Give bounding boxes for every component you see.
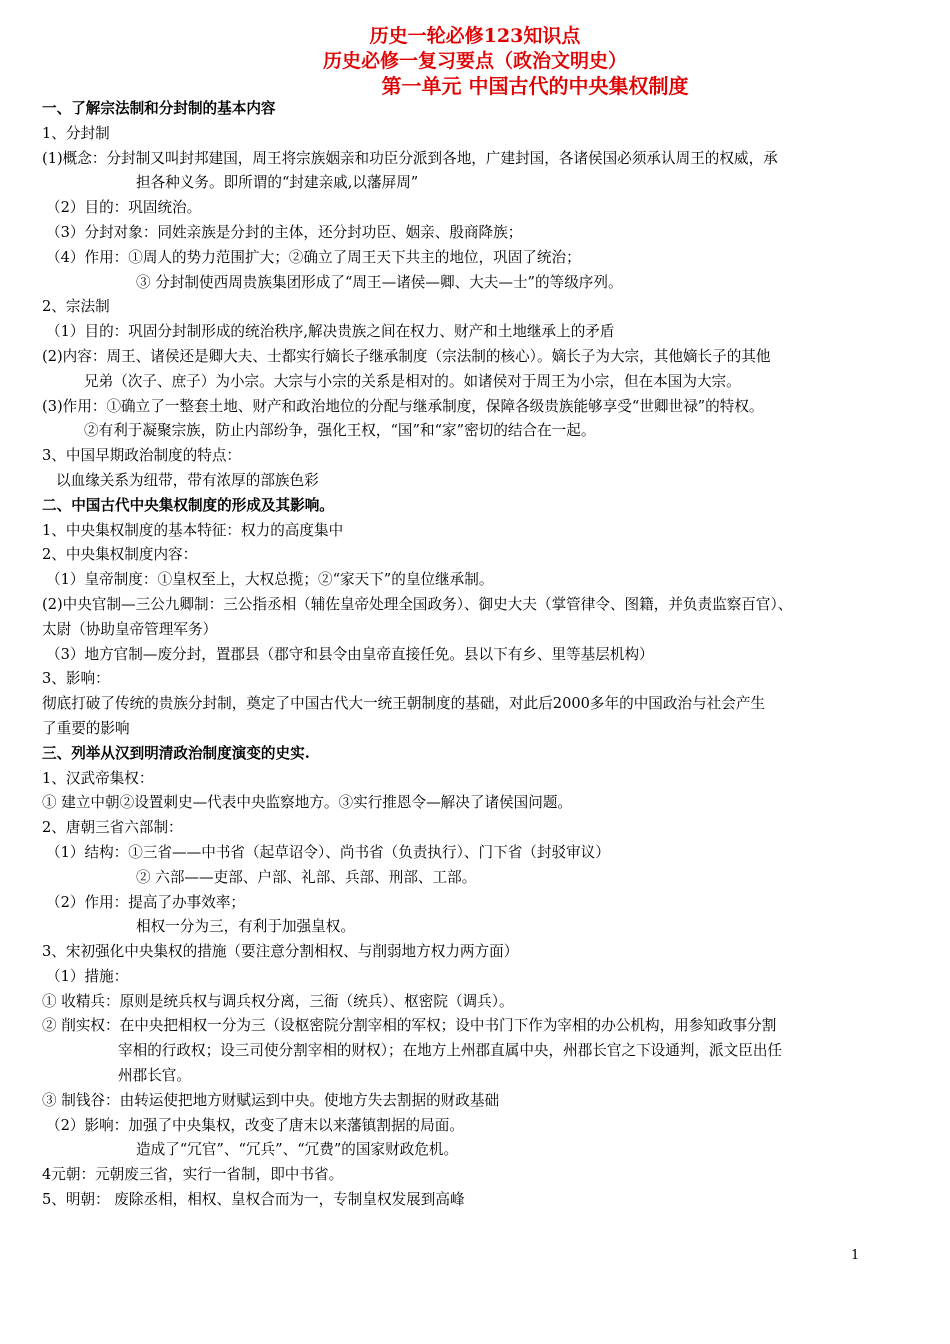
text-line: ③ 制钱谷：由转运使把地方财赋运到中央。使地方失去割据的财政基础 [42, 1091, 500, 1109]
unit-title: 第一单元 中国古代的中央集权制度 [381, 74, 689, 98]
text-line: （1）目的：巩固分封制形成的统治秩序,解决贵族之间在权力、财产和土地继承上的矛盾 [46, 323, 615, 341]
text-line: ② 六部——吏部、户部、礼部、兵部、刑部、工部。 [136, 868, 477, 886]
text-line: 2、中央集权制度内容： [42, 546, 198, 564]
text-line: 3、宋初强化中央集权的措施（要注意分割相权、与削弱地方权力两方面） [42, 943, 519, 961]
text-line: (2)内容：周王、诸侯还是卿大夫、士都实行嫡长子继承制度（宗法制的核心）。嫡长子为大宗，其他嫡长子的其他 [42, 347, 771, 365]
text-line: 担各种义务。即所谓的“封建亲戚,以藩屏周” [136, 174, 419, 192]
text-line: （1）结构：①三省——中书省（起草诏令）、尚书省（负责执行）、门下省（封驳审议） [46, 843, 610, 861]
text-line: （2）作用：提高了办事效率； [46, 893, 246, 911]
text-line: ③ 分封制使西周贵族集团形成了“周王—诸侯—卿、大夫—士”的等级序列。 [136, 273, 623, 291]
text-line: ②有利于凝聚宗族，防止内部纷争，强化王权，“国”和“家”密切的结合在一起。 [84, 422, 596, 440]
text-line: 州郡长官。 [118, 1067, 191, 1085]
section-heading: 三、列举从汉到明清政治制度演变的史实. [42, 744, 310, 762]
text-line: （2）目的：巩固统治。 [46, 199, 202, 217]
title-block [0, 24, 950, 99]
section-heading: 一、了解宗法制和分封制的基本内容 [42, 100, 276, 117]
text-line: 太尉（协助皇帝管理军务） [42, 620, 218, 638]
text-line: 2、宗法制 [42, 298, 110, 316]
document-body [42, 97, 912, 1213]
text-line: 相权一分为三，有利于加强皇权。 [136, 918, 355, 936]
text-line: 1、汉武帝集权： [42, 769, 154, 787]
text-line: 宰相的行政权；设三司使分割宰相的财权）；在地方上州郡直属中央，州郡长官之下设通判，派文臣出任 [118, 1042, 783, 1060]
text-line: （3）地方官制—废分封，置郡县（郡守和县令由皇帝直接任免。县以下有乡、里等基层机构） [46, 645, 654, 663]
text-line: ② 削实权：在中央把相权一分为三（设枢密院分割宰相的军权；设中书门下作为宰相的办公机构，用参知政事分割 [42, 1017, 777, 1035]
text-line: (1)概念：分封制又叫封邦建国，周王将宗族姻亲和功臣分派到各地，广建封国，各诸侯国必须承认周王的权威，承 [42, 149, 778, 167]
text-line: 了重要的影响 [42, 719, 130, 737]
text-line: （4）作用：①周人的势力范围扩大；②确立了周王天下共主的地位，巩固了统治； [46, 248, 581, 266]
text-line: 4元朝：元朝废三省，实行一省制，即中书省。 [42, 1166, 344, 1184]
text-line: （1）皇帝制度：①皇权至上，大权总揽；②“家天下”的皇位继承制。 [46, 571, 494, 589]
text-line: 造成了“冗官”、“冗兵”、“冗费”的国家财政危机。 [136, 1141, 459, 1159]
text-line: （3）分封对象：同姓亲族是分封的主体，还分封功臣、姻亲、殷商降族； [46, 223, 523, 241]
text-line: 彻底打破了传统的贵族分封制，奠定了中国古代大一统王朝制度的基础，对此后2000多年的中国政治与社会产生 [42, 695, 766, 713]
text-line: 兄弟（次子、庶子）为小宗。大宗与小宗的关系是相对的。如诸侯对于周王为小宗，但在本国为大宗。 [84, 372, 741, 390]
text-line: (2)中央官制—三公九卿制：三公指丞相（辅佐皇帝处理全国政务）、御史大夫（掌管律令、图籍，并负责监察百官）、 [42, 595, 793, 613]
text-line: （2）影响：加强了中央集权，改变了唐末以来藩镇割据的局面。 [46, 1116, 464, 1134]
text-line: ① 建立中朝②设置刺史—代表中央监察地方。③实行推恩令—解决了诸侯国问题。 [42, 794, 573, 812]
text-line: （1）措施： [46, 967, 129, 985]
section-heading: 二、中国古代中央集权制度的形成及其影响。 [42, 496, 334, 514]
text-line: 以血缘关系为纽带，带有浓厚的部族色彩 [56, 471, 319, 489]
text-line: 3、影响： [42, 670, 110, 688]
page-number: 1 [851, 1248, 860, 1263]
text-line: 2、唐朝三省六部制： [42, 819, 183, 837]
text-line: (3)作用：①确立了一整套土地、财产和政治地位的分配与继承制度，保障各级贵族能够享受“世卿世禄”的特权。 [42, 397, 764, 415]
text-line: 1、分封制 [42, 124, 110, 142]
text-line: ① 收精兵：原则是统兵权与调兵权分离，三衙（统兵）、枢密院（调兵）。 [42, 992, 514, 1010]
main-title: 历史一轮必修123知识点 [369, 25, 581, 47]
text-line: 3、中国早期政治制度的特点： [42, 447, 242, 465]
subtitle: 历史必修一复习要点（政治文明史） [322, 50, 627, 72]
text-line: 5、明朝： 废除丞相，相权、皇权合而为一，专制皇权发展到高峰 [42, 1191, 465, 1209]
text-line: 1、中央集权制度的基本特征：权力的高度集中 [42, 521, 344, 539]
